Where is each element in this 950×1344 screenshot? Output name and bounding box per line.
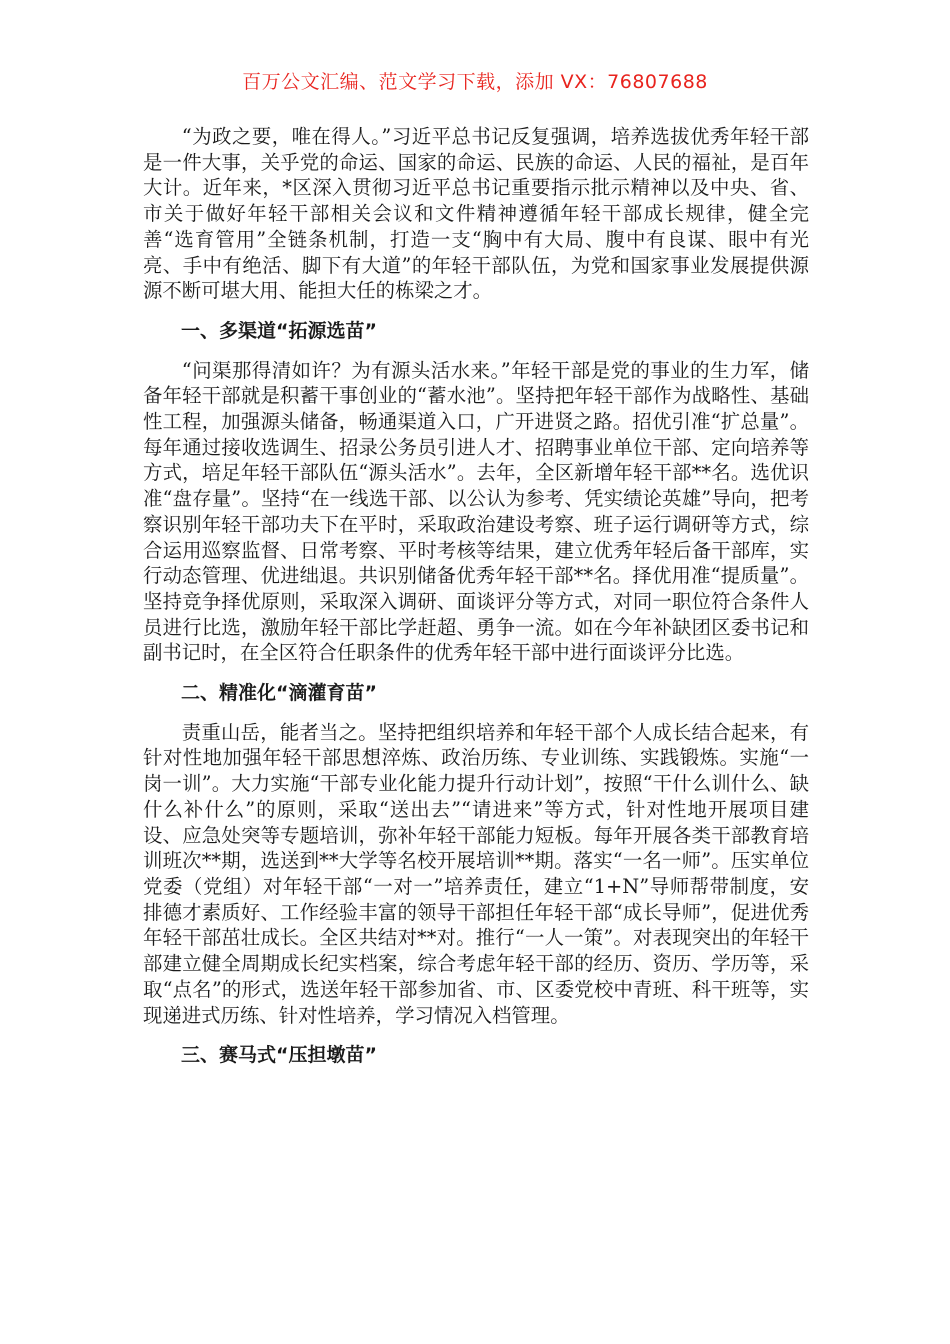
intro-paragraph: “为政之要，唯在得人。”习近平总书记反复强调，培养选拔优秀年轻干部是一件大事，关乎党的命运、国家的命运、民族的命运、人民的福祉，是百年大计。近年来，*区深入贯彻习近平总书记重要指示批示精神以及中央、省、市关于做好年轻干部相关会议和文件精神遵循年轻干部成长规律，健全完善“选育管用”全链条机制，打造一支“胸中有大局、腹中有良谋、眼中有光亮、手中有绝活、脚下有大道”的年轻干部队伍，为党和国家事业发展提供源源不断可堪大用、能担大任的栋梁之才。: [143, 125, 809, 303]
document-body: [143, 124, 809, 1082]
section-paragraph-2: 责重山岳，能者当之。坚持把组织培养和年轻干部个人成长结合起来，有针对性地加强年轻干部思想淬炼、政治历练、专业训练、实践锻炼。实施“一岗一训”。大力实施“干部专业化能力提升行动计划”，按照“干什么训什么、缺什么补什么”的原则，采取“送出去”“请进来”等方式，针对性地开展项目建设、应急处突等专题培训，弥补年轻干部能力短板。每年开展各类干部教育培训班次**期，选送到**大学等名校开展培训**期。落实“一名一师”。压实单位党委（党组）对年轻干部“一对一”培养责任，建立“1+N”导师帮带制度，安排德才素质好、工作经验丰富的领导干部担任年轻干部“成长导师”，促进优秀年轻干部茁壮成长。全区共结对**对。推行“一人一策”。对表现突出的年轻干部建立健全周期成长纪实档案，综合考虑年轻干部的经历、资历、学历等，采取“点名”的形式，选送年轻干部参加省、市、区委党校中青班、科干班等，实现递进式历练、针对性培养，学习情况入档管理。: [143, 720, 809, 1027]
section-heading-2: 二、精准化“滴灌育苗”: [181, 682, 377, 705]
section-heading-3: 三、赛马式“压担墩苗”: [181, 1044, 377, 1067]
section-paragraph-1: “问渠那得清如许？为有源头活水来。”年轻干部是党的事业的生力军，储备年轻干部就是积蓄干事创业的“蓄水池”。坚持把年轻干部作为战略性、基础性工程，加强源头储备，畅通渠道入口，广开进贤之路。招优引准“扩总量”。每年通过接收选调生、招录公务员引进人才、招聘事业单位干部、定向培养等方式，培足年轻干部队伍“源头活水”。去年，全区新增年轻干部**名。选优识准“盘存量”。坚持“在一线选干部、以公认为参考、凭实绩论英雄”导向，把考察识别年轻干部功夫下在平时，采取政治建设考察、班子运行调研等方式，综合运用巡察监督、日常考察、平时考核等结果，建立优秀年轻后备干部库，实行动态管理、优进绌退。共识别储备优秀年轻干部**名。择优用准“提质量”。坚持竞争择优原则，采取深入调研、面谈评分等方式，对同一职位符合条件人员进行比选，激励年轻干部比学赶超、勇争一流。如在今年补缺团区委书记和副书记时，在全区符合任职条件的优秀年轻干部中进行面谈评分比选。: [143, 358, 809, 665]
section-heading-1: 一、多渠道“拓源选苗”: [181, 319, 377, 342]
header-banner: 百万公文汇编、范文学习下载，添加 VX：76807688: [242, 71, 708, 93]
